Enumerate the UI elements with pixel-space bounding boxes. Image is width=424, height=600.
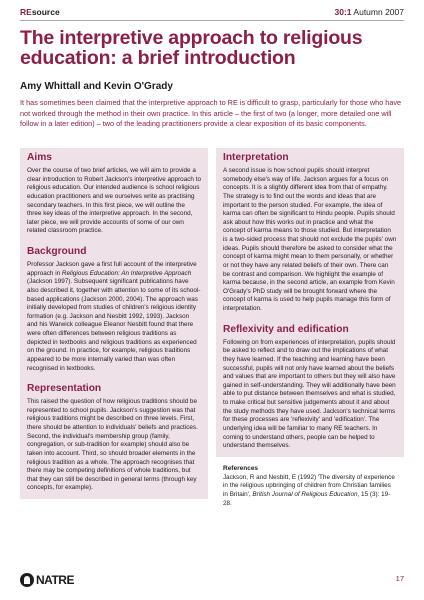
issue-info bbox=[335, 7, 405, 17]
reflexivity-text: Following on from experiences of interpretation, pupils should be asked to reflect and to draw out the implications of what they have learned. If the teaching and learning have been successful, pupils will not only have learned about the beliefs and values that are important to others but they will also have gained in self-understanding. They will additionally have been able to put distance between themselves and what is studied, to make critical but sensitive judgements about it and about the study methods they have used. Jackson's technical terms for these processes are 'reflexivity' and 'edification'. The underlying idea will be familiar to many RE teachers. In coming to understand others, people can be helped to understand themselves. bbox=[223, 338, 396, 450]
natre-logo bbox=[20, 573, 74, 587]
background-section bbox=[20, 242, 208, 379]
running-header bbox=[20, 7, 404, 21]
references-section bbox=[216, 457, 404, 515]
reference-entry bbox=[223, 474, 397, 509]
brand-source: source bbox=[31, 7, 60, 17]
representation-heading: Representation bbox=[27, 383, 102, 395]
references-heading: References bbox=[223, 464, 259, 472]
issue-season: Autumn 2007 bbox=[353, 7, 404, 17]
book-title: Religious Education: An Interpretive Approach bbox=[61, 269, 192, 277]
issue-number: 30:1 bbox=[334, 7, 352, 17]
representation-section bbox=[20, 379, 208, 499]
interpretation-heading: Interpretation bbox=[223, 152, 289, 163]
left-column bbox=[20, 148, 208, 499]
representation-text: This raised the question of how religious traditions should be represented to school pupils. Jackson's suggestion was that religious traditions might be described on three levels. First, there should be attention to individuals' beliefs and practices. Second, the individual's membership group (family, congregation, or sub-tradition for example) should also be taken into account. Third, so should broader elements in the religious tradition as a whole. The approach recognises that there may be competing definitions of whole traditions, but that they can still be described in general terms (through key concepts, for example). bbox=[27, 398, 198, 492]
reflexivity-section bbox=[216, 320, 404, 457]
aims-section bbox=[20, 148, 208, 242]
article-title: The interpretive approach to religious education: a brief introduction bbox=[20, 27, 363, 69]
natre-logo-text bbox=[36, 573, 74, 587]
article-standfirst: It has sometimes been claimed that the interpretive approach to RE is difficult to grasp, particularly for those who have not worked through the method in their own practice. In this article – the first of two (a longer, more detailed one will follow in a later edition) – two of the leading practitioners provide a clear exposition of its basic components. bbox=[20, 98, 402, 128]
background-text bbox=[27, 261, 201, 373]
article-authors: Amy Whittall and Kevin O'Grady bbox=[20, 81, 173, 92]
brand-re: RE bbox=[20, 7, 32, 17]
magazine-brand bbox=[20, 7, 60, 17]
logo-nat: NAT bbox=[36, 573, 59, 587]
background-heading: Background bbox=[27, 246, 87, 257]
journal-title: British Journal of Religious Education bbox=[252, 491, 358, 498]
background-text-part-2: (Jackson 1997). Subsequent significant publications have also described it, together with attention to some of its school-based applications (Jackson 2000, 2004). The approach was initially developed from studies of children's religious identity formation (e.g. Jackson and Nesbitt 1992, 1993). Jackson and his Warwick colleague Eleanor Nesbitt found that there were often differences between religious traditions as depicted in textbooks and religious traditions as experienced on the ground. In practice, for example, religious traditions appeared to be more internally varied than was often recognised in textbooks. bbox=[27, 278, 201, 372]
reference-text-part-1: Jackson, R and Nesbitt, E (1992) 'The diversity of experience in the religious upbringing of children from Christian families in Britain', bbox=[223, 473, 395, 498]
interpretation-text: A second issue is how school pupils should interpret somebody else's way of life. Jackson argues for a focus on concepts. It is a slightly different idea from that of empathy. The strategy is to find out the words and ideas that are important to the person studied. For example, the idea of karma can often be significant to Hindu people. Pupils should ask about how this works out in practice and what the concept of karma means to those studied. But interpretation is a two-sided process that should not exclude the pupils' own ideas. Pupils should therefore be asked to consider what the concept of karma might mean to them personally, or whether or not they have any related beliefs of their own. There can be contrast and comparison. We highlight the example of karma because, in the second article, an example from Kevin O'Grady's PhD study will be brought forward where the concept of karma is used to help pupils manage this form of interpretation. bbox=[223, 167, 397, 312]
page-number: 17 bbox=[395, 574, 404, 583]
natre-logo-icon bbox=[20, 573, 34, 587]
interpretation-section bbox=[216, 148, 404, 320]
background-text-part-1: Professor Jackson gave a first full account of the interpretive approach in bbox=[27, 261, 197, 277]
reference-text-part-2: , 15 (3): 19-28. bbox=[223, 491, 391, 507]
reflexivity-heading: Reflexivity and edification bbox=[223, 323, 349, 335]
aims-heading: Aims bbox=[27, 152, 52, 163]
logo-re: RE bbox=[58, 573, 74, 587]
header-divider bbox=[20, 20, 404, 21]
aims-text: Over the course of two brief articles, we will aim to provide a clear introduction to Robert Jackson's interpretive approach to religious education. Our intended audience is school religious education practitioners and we ourselves write as practising secondary teachers. In this first piece, we will outline the three key ideas of the interpretive approach. In the second, later piece, we will provide accounts of some of our own related classroom practice. bbox=[27, 167, 201, 235]
right-column bbox=[216, 148, 404, 514]
